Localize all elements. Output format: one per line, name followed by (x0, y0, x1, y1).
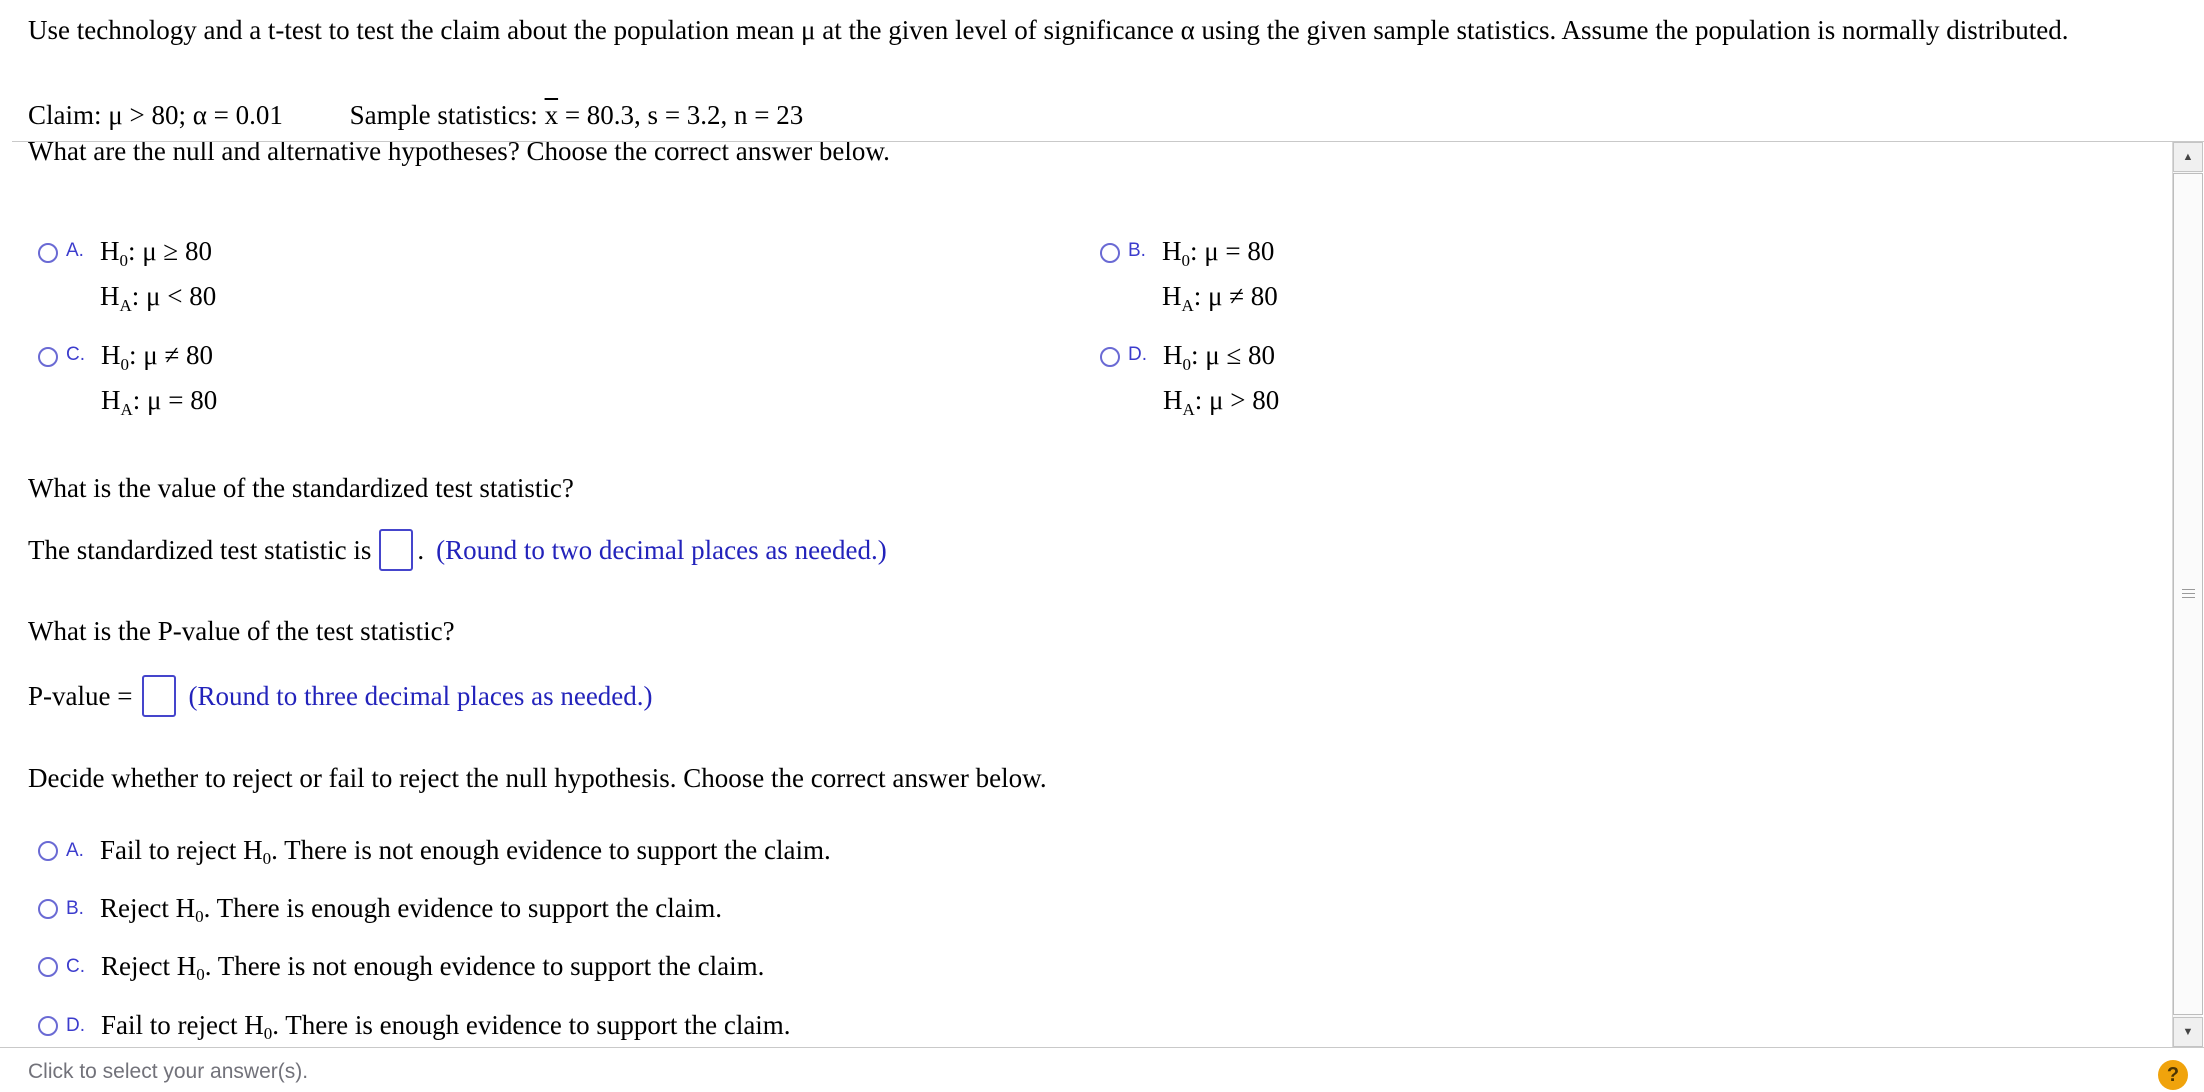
claim-line (28, 100, 803, 131)
p-value-input[interactable] (142, 675, 176, 717)
vertical-scrollbar[interactable] (2172, 142, 2202, 1047)
test-statistic-period: . (417, 534, 425, 565)
help-button[interactable] (2158, 1060, 2188, 1090)
option-letter: C. (66, 956, 85, 977)
null-expression: : μ = 80 (1189, 236, 1275, 266)
alt-expression: : μ = 80 (132, 385, 218, 415)
h-symbol: H (101, 340, 121, 370)
sample-values: = 80.3, s = 3.2, n = 23 (558, 100, 804, 130)
null-expression: : μ ≤ 80 (1191, 340, 1276, 370)
null-expression: : μ ≠ 80 (129, 340, 214, 370)
radio-button-a[interactable] (38, 243, 58, 263)
hypotheses-prompt: What are the null and alternative hypotheses? Choose the correct answer below. (28, 142, 890, 166)
p-value-round-note: (Round to three decimal places as needed.) (188, 680, 653, 711)
decision-option-a[interactable] (38, 835, 831, 866)
decision-pre: Reject H (99, 893, 196, 923)
null-expression: : μ ≥ 80 (127, 236, 212, 266)
alt-subscript: A (119, 296, 132, 315)
radio-button-c[interactable] (38, 347, 58, 367)
sample-label: Sample statistics: (349, 100, 545, 130)
decision-post: . There is enough evidence to support the claim. (272, 1010, 791, 1040)
scroll-up-button[interactable] (2173, 142, 2203, 172)
h-symbol: H (1161, 281, 1182, 311)
h-symbol: H (99, 236, 120, 266)
null-subscript: 0 (1182, 355, 1191, 374)
radio-button-decision-c[interactable] (38, 957, 58, 977)
h-symbol: H (99, 281, 120, 311)
problem-instructions: Use technology and a t-test to test the claim about the population mean μ at the given level of significance α using the given sample statistics. Assume the population is normally distributed. (28, 15, 2069, 45)
answer-hint: Click to select your answer(s). (28, 1060, 309, 1083)
alt-expression: : μ > 80 (1194, 385, 1280, 415)
null-hypothesis (101, 340, 217, 385)
radio-button-decision-d[interactable] (38, 1016, 58, 1036)
test-statistic-prompt: What is the value of the standardized test statistic? (28, 473, 574, 503)
decision-text (101, 951, 764, 982)
null-hypothesis (1162, 236, 1278, 281)
hypothesis-statements (101, 340, 217, 430)
scroll-down-button[interactable] (2173, 1017, 2203, 1047)
p-value-answer-row (28, 675, 653, 717)
h0-subscript: 0 (196, 965, 205, 984)
footer-bar (0, 1047, 2204, 1092)
decision-option-b[interactable] (38, 893, 722, 924)
hypothesis-option-a[interactable] (38, 236, 216, 326)
null-subscript: 0 (1181, 251, 1190, 270)
option-letter: D. (66, 1015, 85, 1036)
null-subscript: 0 (120, 355, 129, 374)
claim-value: μ > 80; α = 0.01 (108, 100, 283, 130)
question-content (0, 142, 2172, 1047)
test-statistic-answer-row (28, 529, 887, 571)
option-letter: D. (1128, 344, 1147, 365)
alt-subscript: A (1182, 400, 1195, 419)
hypothesis-option-c[interactable] (38, 340, 217, 430)
decision-pre: Reject H (101, 951, 197, 981)
option-letter: A. (66, 840, 84, 861)
radio-button-b[interactable] (1100, 243, 1120, 263)
null-hypothesis (1163, 340, 1279, 385)
null-hypothesis (100, 236, 216, 281)
decision-option-d[interactable] (38, 1010, 791, 1041)
h-symbol: H (1163, 385, 1183, 415)
alt-subscript: A (1181, 296, 1194, 315)
question-mark-icon: ? (2166, 1063, 2180, 1086)
decision-pre: Fail to reject H (101, 1010, 264, 1040)
test-statistic-answer-pre: The standardized test statistic is (28, 534, 372, 565)
option-letter: A. (66, 240, 84, 261)
test-statistic-input[interactable] (379, 529, 413, 571)
option-letter: B. (66, 898, 84, 919)
decision-option-c[interactable] (38, 951, 764, 982)
scroll-up-icon: ▲ (2182, 151, 2194, 163)
option-letter: B. (1128, 240, 1146, 261)
alt-expression: : μ < 80 (131, 281, 217, 311)
h-symbol: H (101, 385, 121, 415)
alternative-hypothesis (100, 281, 216, 326)
null-subscript: 0 (119, 251, 128, 270)
p-value-prompt: What is the P-value of the test statistic? (28, 616, 455, 646)
decision-post: . There is not enough evidence to support the claim. (204, 951, 765, 981)
radio-button-decision-a[interactable] (38, 841, 58, 861)
radio-button-d[interactable] (1100, 347, 1120, 367)
decision-text (101, 1010, 791, 1041)
hypothesis-statements (1162, 236, 1278, 326)
scrollbar-thumb[interactable] (2173, 173, 2203, 1015)
scrollbar-grip-icon (2182, 589, 2195, 599)
test-statistic-round-note: (Round to two decimal places as needed.) (436, 534, 887, 565)
h0-subscript: 0 (195, 907, 204, 926)
h-symbol: H (1163, 340, 1183, 370)
decision-pre: Fail to reject H (99, 835, 263, 865)
alternative-hypothesis (101, 385, 217, 430)
hypothesis-option-b[interactable] (1100, 236, 1278, 326)
claim-label: Claim: (28, 100, 102, 130)
alt-expression: : μ ≠ 80 (1193, 281, 1278, 311)
option-letter: C. (66, 344, 85, 365)
radio-button-decision-b[interactable] (38, 899, 58, 919)
decision-text (100, 835, 831, 866)
xbar-symbol: $\overline{x}$ (544, 100, 559, 130)
p-value-answer-pre: P-value = (28, 680, 133, 711)
hypothesis-statements (1163, 340, 1279, 430)
sample-statistics (350, 100, 804, 130)
decision-prompt: Decide whether to reject or fail to reject the null hypothesis. Choose the correct answer below. (28, 763, 1047, 793)
alternative-hypothesis (1162, 281, 1278, 326)
alternative-hypothesis (1163, 385, 1279, 430)
h0-subscript: 0 (262, 849, 272, 868)
h0-subscript: 0 (263, 1024, 273, 1043)
decision-post: . There is enough evidence to support the claim. (203, 893, 723, 923)
hypothesis-option-d[interactable] (1100, 340, 1279, 430)
scroll-down-icon: ▼ (2182, 1026, 2194, 1038)
h-symbol: H (1161, 236, 1182, 266)
decision-post: . There is not enough evidence to support the claim. (271, 835, 831, 865)
hypothesis-statements (100, 236, 216, 326)
decision-text (100, 893, 722, 924)
alt-subscript: A (120, 400, 133, 419)
